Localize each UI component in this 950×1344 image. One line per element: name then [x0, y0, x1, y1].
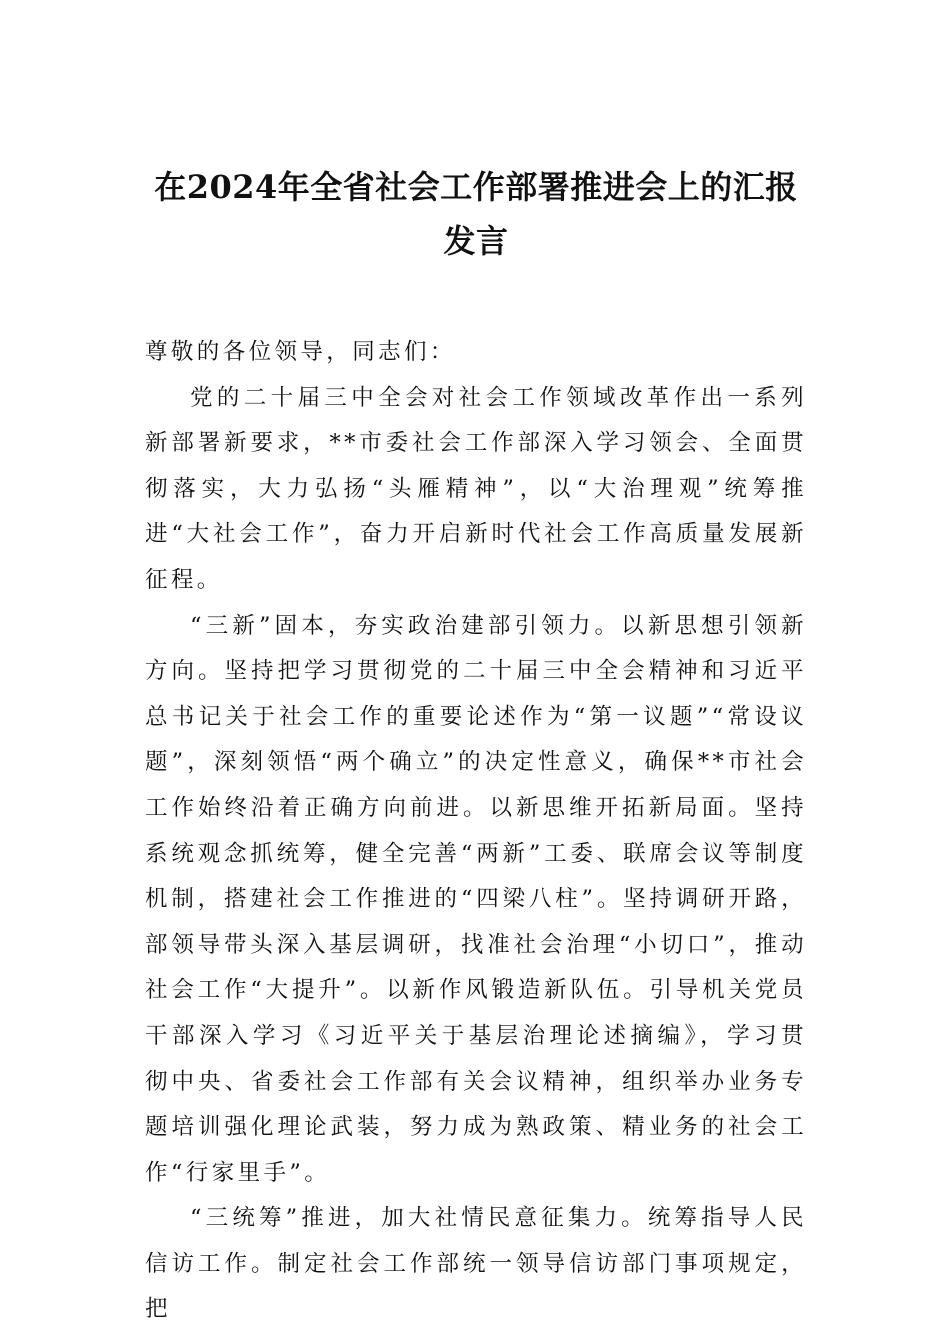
paragraph-san-xin: “三新”固本，夯实政治建部引领力。以新思想引领新方向。坚持把学习贯彻党的二十届三中全会精神和习近平总书记关于社会工作的重要论述作为“第一议题”“常设议题”，深刻领悟“两个确立”的决定性意义，确保**市社会工作始终沿着正确方向前进。以新思维开拓新局面。坚持系统观念抓统筹，健全完善“两新”工委、联席会议等制度机制，搭建社会工作推进的“四梁八柱”。坚持调研开路，部领导带头深入基层调研，找准社会治理“小切口”，推动社会工作“大提升”。以新作风锻造新队伍。引导机关党员干部深入学习《习近平关于基层治理论述摘编》，学习贯彻中央、省委社会工作部有关会议精神，组织举办业务专题培训强化理论武装，努力成为熟政策、精业务的社会工作“行家里手”。 — [145, 612, 807, 1186]
paragraph-intro: 党的二十届三中全会对社会工作领域改革作出一系列新部署新要求，**市委社会工作部深入学习领会、全面贯彻落实，大力弘扬“头雁精神”，以“大治理观”统筹推进“大社会工作”，奋力开启新时代社会工作高质量发展新征程。 — [145, 384, 807, 593]
salutation: 尊敬的各位领导，同志们： — [145, 339, 456, 365]
document-body — [145, 330, 807, 1333]
paragraph-san-tong-chou: “三统筹”推进，加大社情民意征集力。统筹指导人民信访工作。制定社会工作部统一领导信访部门事项规定，把 — [145, 1205, 807, 1323]
document-title: 在2024年全省社会工作部署推进会上的汇报发言 — [154, 168, 798, 260]
